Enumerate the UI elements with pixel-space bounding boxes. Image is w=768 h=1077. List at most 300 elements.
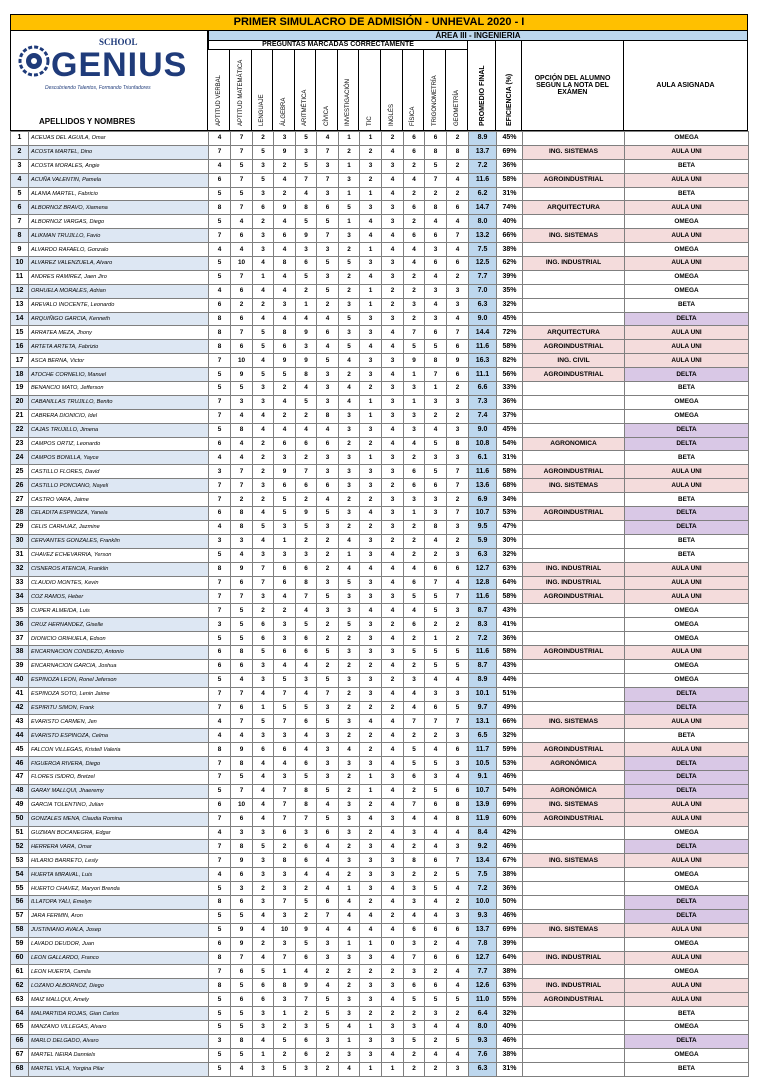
efficiency: 54%: [497, 784, 523, 798]
assigned-classroom: OMEGA: [625, 826, 749, 840]
row-number: 47: [11, 770, 29, 784]
student-row: [11, 201, 749, 215]
subject-score: 6: [317, 201, 339, 215]
subject-score: 2: [360, 798, 382, 812]
subject-score: 3: [253, 895, 274, 909]
subject-score: 6: [274, 576, 296, 590]
subject-score: 6: [317, 826, 339, 840]
subject-score: 1: [274, 1007, 296, 1021]
subject-score: 3: [382, 590, 404, 604]
subject-score: 5: [317, 215, 339, 229]
average-score: 9.0: [469, 312, 497, 326]
assigned-classroom: DELTA: [625, 909, 749, 923]
average-score: 10.0: [469, 895, 497, 909]
subject-score: 9: [231, 743, 253, 757]
school-logo: [10, 31, 208, 131]
assigned-classroom: BETA: [625, 298, 749, 312]
subject-score: 3: [360, 1034, 382, 1048]
efficiency: 64%: [497, 951, 523, 965]
subject-score: 4: [296, 187, 317, 201]
subject-score: 4: [447, 937, 469, 951]
subject-score: 6: [447, 562, 469, 576]
subject-score: 4: [253, 812, 274, 826]
career-option: [523, 840, 625, 854]
student-name: ARRATEA MEZA, Jhony: [29, 326, 209, 340]
average-score: 12.8: [469, 576, 497, 590]
student-row: [11, 951, 749, 965]
subject-score: 5: [404, 340, 425, 354]
subject-score: 3: [274, 882, 296, 896]
subject-score: 2: [425, 965, 447, 979]
subject-score: 4: [296, 382, 317, 396]
career-option: [523, 312, 625, 326]
subject-score: 5: [317, 257, 339, 271]
student-row: [11, 173, 749, 187]
subject-score: 4: [231, 451, 253, 465]
subject-score: 4: [425, 215, 447, 229]
subject-score: 5: [447, 701, 469, 715]
assigned-classroom: OMEGA: [625, 243, 749, 257]
subject-score: 5: [317, 993, 339, 1007]
subject-score: 5: [296, 520, 317, 534]
subject-score: 5: [209, 673, 231, 687]
subject-score: 5: [253, 520, 274, 534]
student-row: [11, 618, 749, 632]
subject-score: 2: [404, 312, 425, 326]
career-option: AGRONÓMICA: [523, 784, 625, 798]
career-option: [523, 423, 625, 437]
subject-score: 4: [447, 1021, 469, 1035]
row-number: 27: [11, 493, 29, 507]
efficiency: 46%: [497, 909, 523, 923]
subject-score: 8: [425, 201, 447, 215]
subject-score: 2: [339, 368, 360, 382]
subject-score: 1: [339, 132, 360, 146]
subject-score: 5: [274, 673, 296, 687]
efficiency: 38%: [497, 1048, 523, 1062]
subject-score: 4: [382, 548, 404, 562]
subject-score: 2: [253, 493, 274, 507]
subject-score: 6: [231, 965, 253, 979]
subject-score: 6: [404, 132, 425, 146]
subject-score: 8: [425, 520, 447, 534]
subject-header: ARITMÉTICA: [295, 50, 316, 131]
subject-score: 7: [404, 951, 425, 965]
subject-score: 7: [296, 173, 317, 187]
subject-score: 6: [231, 701, 253, 715]
student-name: ATOCHE CORNELIO, Manuel: [29, 368, 209, 382]
average-score: 6.5: [469, 729, 497, 743]
subject-score: 2: [382, 298, 404, 312]
row-number: 42: [11, 701, 29, 715]
subject-score: 4: [209, 729, 231, 743]
subject-score: 2: [360, 965, 382, 979]
row-number: 53: [11, 854, 29, 868]
subject-score: 2: [404, 659, 425, 673]
subject-score: 5: [296, 159, 317, 173]
subject-score: 1: [339, 937, 360, 951]
subject-score: 7: [274, 784, 296, 798]
subject-score: 3: [253, 729, 274, 743]
subject-score: 2: [317, 965, 339, 979]
subject-score: 2: [253, 132, 274, 146]
subject-score: 7: [209, 395, 231, 409]
subject-score: 2: [447, 132, 469, 146]
assigned-classroom: AULA UNI: [625, 715, 749, 729]
average-score: 14.4: [469, 326, 497, 340]
row-number: 40: [11, 673, 29, 687]
row-number: 13: [11, 298, 29, 312]
subject-score: 5: [253, 173, 274, 187]
subject-score: 7: [447, 479, 469, 493]
subject-score: 4: [317, 923, 339, 937]
subject-score: 9: [296, 326, 317, 340]
student-row: [11, 423, 749, 437]
subject-score: 5: [253, 965, 274, 979]
subject-score: 2: [253, 465, 274, 479]
row-number: 59: [11, 937, 29, 951]
average-score: 7.0: [469, 284, 497, 298]
assigned-classroom: AULA UNI: [625, 479, 749, 493]
row-number: 19: [11, 382, 29, 396]
assigned-classroom: AULA UNI: [625, 326, 749, 340]
efficiency: 46%: [497, 840, 523, 854]
subject-score: 6: [231, 312, 253, 326]
subject-score: 3: [382, 409, 404, 423]
subject-score: 2: [360, 729, 382, 743]
assigned-classroom: BETA: [625, 729, 749, 743]
subject-score: 5: [231, 632, 253, 646]
subject-score: 5: [339, 340, 360, 354]
subject-score: 3: [360, 951, 382, 965]
efficiency: 45%: [497, 423, 523, 437]
subject-score: 6: [404, 770, 425, 784]
subject-score: 6: [253, 201, 274, 215]
subject-score: 4: [404, 812, 425, 826]
career-option: [523, 1034, 625, 1048]
subject-score: 8: [209, 312, 231, 326]
subject-score: 7: [317, 229, 339, 243]
subject-score: 3: [360, 632, 382, 646]
subject-score: 7: [231, 951, 253, 965]
subject-score: 8: [209, 326, 231, 340]
subject-header: INVESTIGACIÓN: [338, 50, 359, 131]
subject-score: 6: [425, 562, 447, 576]
subject-score: 3: [339, 590, 360, 604]
subject-score: 1: [339, 187, 360, 201]
subject-score: 5: [253, 840, 274, 854]
subject-score: 3: [296, 243, 317, 257]
subject-score: 1: [360, 409, 382, 423]
subject-score: 4: [253, 284, 274, 298]
subject-score: 1: [360, 937, 382, 951]
student-row: [11, 590, 749, 604]
row-number: 48: [11, 784, 29, 798]
subject-score: 2: [317, 562, 339, 576]
subject-score: 2: [360, 437, 382, 451]
subject-score: 4: [253, 257, 274, 271]
subject-score: 4: [317, 840, 339, 854]
subject-score: 2: [339, 145, 360, 159]
subject-score: 2: [447, 382, 469, 396]
career-option: [523, 701, 625, 715]
subject-score: 5: [425, 659, 447, 673]
subject-score: 2: [339, 243, 360, 257]
subject-score: 2: [274, 1048, 296, 1062]
career-option: [523, 909, 625, 923]
subject-score: 6: [253, 632, 274, 646]
subject-score: 3: [253, 826, 274, 840]
subject-score: 4: [425, 298, 447, 312]
student-row: [11, 562, 749, 576]
subject-score: 2: [425, 729, 447, 743]
career-option: [523, 770, 625, 784]
subject-score: 2: [404, 215, 425, 229]
subject-score: 7: [447, 590, 469, 604]
average-score: 13.1: [469, 715, 497, 729]
subject-score: 8: [231, 520, 253, 534]
subject-score: 4: [209, 715, 231, 729]
career-option: [523, 520, 625, 534]
assigned-classroom: DELTA: [625, 757, 749, 771]
subject-score: 5: [253, 145, 274, 159]
subject-score: 7: [317, 687, 339, 701]
subject-score: 4: [425, 909, 447, 923]
subject-score: 3: [317, 187, 339, 201]
subject-score: 3: [447, 298, 469, 312]
student-name: ACOSTA MARTEL, Dino: [29, 145, 209, 159]
subject-score: 4: [209, 520, 231, 534]
subject-score: 4: [274, 423, 296, 437]
subject-score: 6: [209, 173, 231, 187]
subject-score: 5: [274, 493, 296, 507]
subject-score: 3: [274, 298, 296, 312]
average-score: 6.4: [469, 1007, 497, 1021]
career-option: [523, 882, 625, 896]
student-row: [11, 312, 749, 326]
assigned-classroom: DELTA: [625, 423, 749, 437]
subject-score: 7: [296, 993, 317, 1007]
subject-score: 4: [274, 757, 296, 771]
subject-score: 4: [231, 215, 253, 229]
subject-score: 4: [382, 340, 404, 354]
career-option: ING. SISTEMAS: [523, 923, 625, 937]
subject-score: 3: [317, 757, 339, 771]
student-name: HILARIO BARRETO, Lesly: [29, 854, 209, 868]
subject-score: 3: [360, 618, 382, 632]
subject-score: 6: [404, 465, 425, 479]
subject-score: 6: [274, 826, 296, 840]
row-number: 37: [11, 632, 29, 646]
student-row: [11, 145, 749, 159]
subject-score: 1: [339, 882, 360, 896]
subject-score: 2: [360, 1007, 382, 1021]
subject-score: 3: [317, 770, 339, 784]
average-score: 9.7: [469, 701, 497, 715]
row-number: 62: [11, 979, 29, 993]
efficiency: 32%: [497, 298, 523, 312]
career-option: AGROINDUSTRIAL: [523, 743, 625, 757]
subject-score: 1: [253, 270, 274, 284]
student-row: [11, 576, 749, 590]
student-name: CHAVEZ ECHEVARRIA, Yerson: [29, 548, 209, 562]
subject-score: 5: [209, 923, 231, 937]
subject-score: 4: [382, 173, 404, 187]
subject-score: 4: [274, 173, 296, 187]
average-score: 7.3: [469, 395, 497, 409]
average-score: 9.1: [469, 770, 497, 784]
subject-score: 4: [253, 1034, 274, 1048]
subject-score: 5: [209, 1021, 231, 1035]
subject-score: 5: [317, 784, 339, 798]
student-row: [11, 784, 749, 798]
subject-score: 8: [447, 145, 469, 159]
subject-score: 4: [425, 895, 447, 909]
subject-score: 3: [296, 340, 317, 354]
subject-score: 3: [209, 618, 231, 632]
subject-score: 6: [296, 562, 317, 576]
subject-score: 7: [317, 145, 339, 159]
student-name: EVARISTO CARMEN, Jen: [29, 715, 209, 729]
subject-score: 3: [317, 937, 339, 951]
subject-score: 1: [360, 451, 382, 465]
student-name: ALBORNOZ VARGAS, Diego: [29, 215, 209, 229]
subject-score: 3: [382, 979, 404, 993]
subject-score: 3: [209, 1034, 231, 1048]
student-name: ACOSTA MORALES, Angie: [29, 159, 209, 173]
subject-score: 5: [317, 715, 339, 729]
subject-score: 5: [231, 618, 253, 632]
subject-score: 1: [339, 159, 360, 173]
logo-school-text: SCHOOL: [99, 37, 138, 47]
subject-score: 5: [404, 1034, 425, 1048]
subject-score: 6: [425, 979, 447, 993]
subject-score: 4: [447, 979, 469, 993]
logo-tagline: Descubriendo Talentos, Formando Triunfadores: [45, 85, 151, 91]
efficiency: 42%: [497, 826, 523, 840]
subject-score: 5: [231, 1048, 253, 1062]
career-option: [523, 965, 625, 979]
subject-score: 4: [447, 1048, 469, 1062]
subject-score: 7: [317, 909, 339, 923]
average-score: 11.0: [469, 993, 497, 1007]
subject-score: 3: [425, 493, 447, 507]
subject-score: 3: [253, 659, 274, 673]
subject-score: 4: [274, 590, 296, 604]
subject-score: 6: [404, 145, 425, 159]
row-number: 14: [11, 312, 29, 326]
subject-score: 3: [339, 798, 360, 812]
subject-score: 4: [317, 423, 339, 437]
student-name: HUERTA MIRAVAL, Luis: [29, 868, 209, 882]
subject-score: 2: [317, 298, 339, 312]
subject-score: 3: [360, 257, 382, 271]
subject-score: 4: [447, 965, 469, 979]
student-row: [11, 729, 749, 743]
subject-score: 6: [404, 923, 425, 937]
student-row: [11, 1007, 749, 1021]
subject-score: 5: [425, 465, 447, 479]
subject-score: 4: [404, 562, 425, 576]
subject-score: 2: [404, 1007, 425, 1021]
subject-score: 3: [339, 673, 360, 687]
subject-score: 3: [296, 145, 317, 159]
row-number: 51: [11, 826, 29, 840]
efficiency: 67%: [497, 854, 523, 868]
subject-score: 3: [253, 159, 274, 173]
career-option: ING. INDUSTRIAL: [523, 257, 625, 271]
subject-score: 3: [317, 951, 339, 965]
subject-score: 5: [209, 423, 231, 437]
student-name: CELIS CARHUAZ, Jazmine: [29, 520, 209, 534]
subject-score: 5: [317, 645, 339, 659]
subject-score: 5: [209, 1048, 231, 1062]
subject-score: 3: [360, 534, 382, 548]
subject-score: 2: [447, 534, 469, 548]
subject-score: 3: [382, 270, 404, 284]
student-name: ALBORNOZ BRAVO, Xiamena: [29, 201, 209, 215]
subject-score: 2: [404, 784, 425, 798]
subject-score: 6: [404, 618, 425, 632]
student-name: JUSTINIANO AVALA, Josep: [29, 923, 209, 937]
subject-score: 7: [209, 701, 231, 715]
subject-score: 4: [382, 826, 404, 840]
subject-score: 3: [360, 368, 382, 382]
subject-score: 7: [209, 479, 231, 493]
efficiency: 58%: [497, 590, 523, 604]
career-option: ING. SISTEMAS: [523, 798, 625, 812]
average-header: PROMEDIO FINAL: [468, 41, 496, 131]
subject-score: 4: [360, 507, 382, 521]
subject-score: 6: [296, 854, 317, 868]
subject-score: 4: [360, 270, 382, 284]
assigned-classroom: BETA: [625, 451, 749, 465]
average-score: 9.5: [469, 520, 497, 534]
subject-score: 7: [231, 715, 253, 729]
efficiency: 69%: [497, 923, 523, 937]
average-score: 7.7: [469, 965, 497, 979]
subject-score: 3: [382, 382, 404, 396]
average-score: 6.6: [469, 382, 497, 396]
average-score: 8.9: [469, 673, 497, 687]
subject-score: 2: [447, 1007, 469, 1021]
average-score: 12.6: [469, 979, 497, 993]
career-option: ING. SISTEMAS: [523, 229, 625, 243]
subject-score: 8: [274, 326, 296, 340]
subject-score: 5: [425, 159, 447, 173]
subject-score: 4: [339, 534, 360, 548]
subject-score: 6: [404, 576, 425, 590]
subject-score: 1: [404, 368, 425, 382]
career-option: AGRONOMICA: [523, 437, 625, 451]
subject-score: 9: [296, 979, 317, 993]
student-row: [11, 645, 749, 659]
career-option: [523, 1048, 625, 1062]
student-name: CAMPOS ORTIZ, Leonardo: [29, 437, 209, 451]
row-number: 34: [11, 590, 29, 604]
subject-score: 3: [382, 257, 404, 271]
subject-score: 3: [339, 757, 360, 771]
subject-score: 5: [231, 1021, 253, 1035]
subject-score: 8: [231, 423, 253, 437]
student-name: ALIKMAN TRUJILLO, Favio: [29, 229, 209, 243]
row-number: 57: [11, 909, 29, 923]
subject-score: 3: [382, 354, 404, 368]
subject-score: 4: [317, 868, 339, 882]
career-option: [523, 187, 625, 201]
subject-score: 6: [274, 437, 296, 451]
subject-score: 3: [360, 326, 382, 340]
